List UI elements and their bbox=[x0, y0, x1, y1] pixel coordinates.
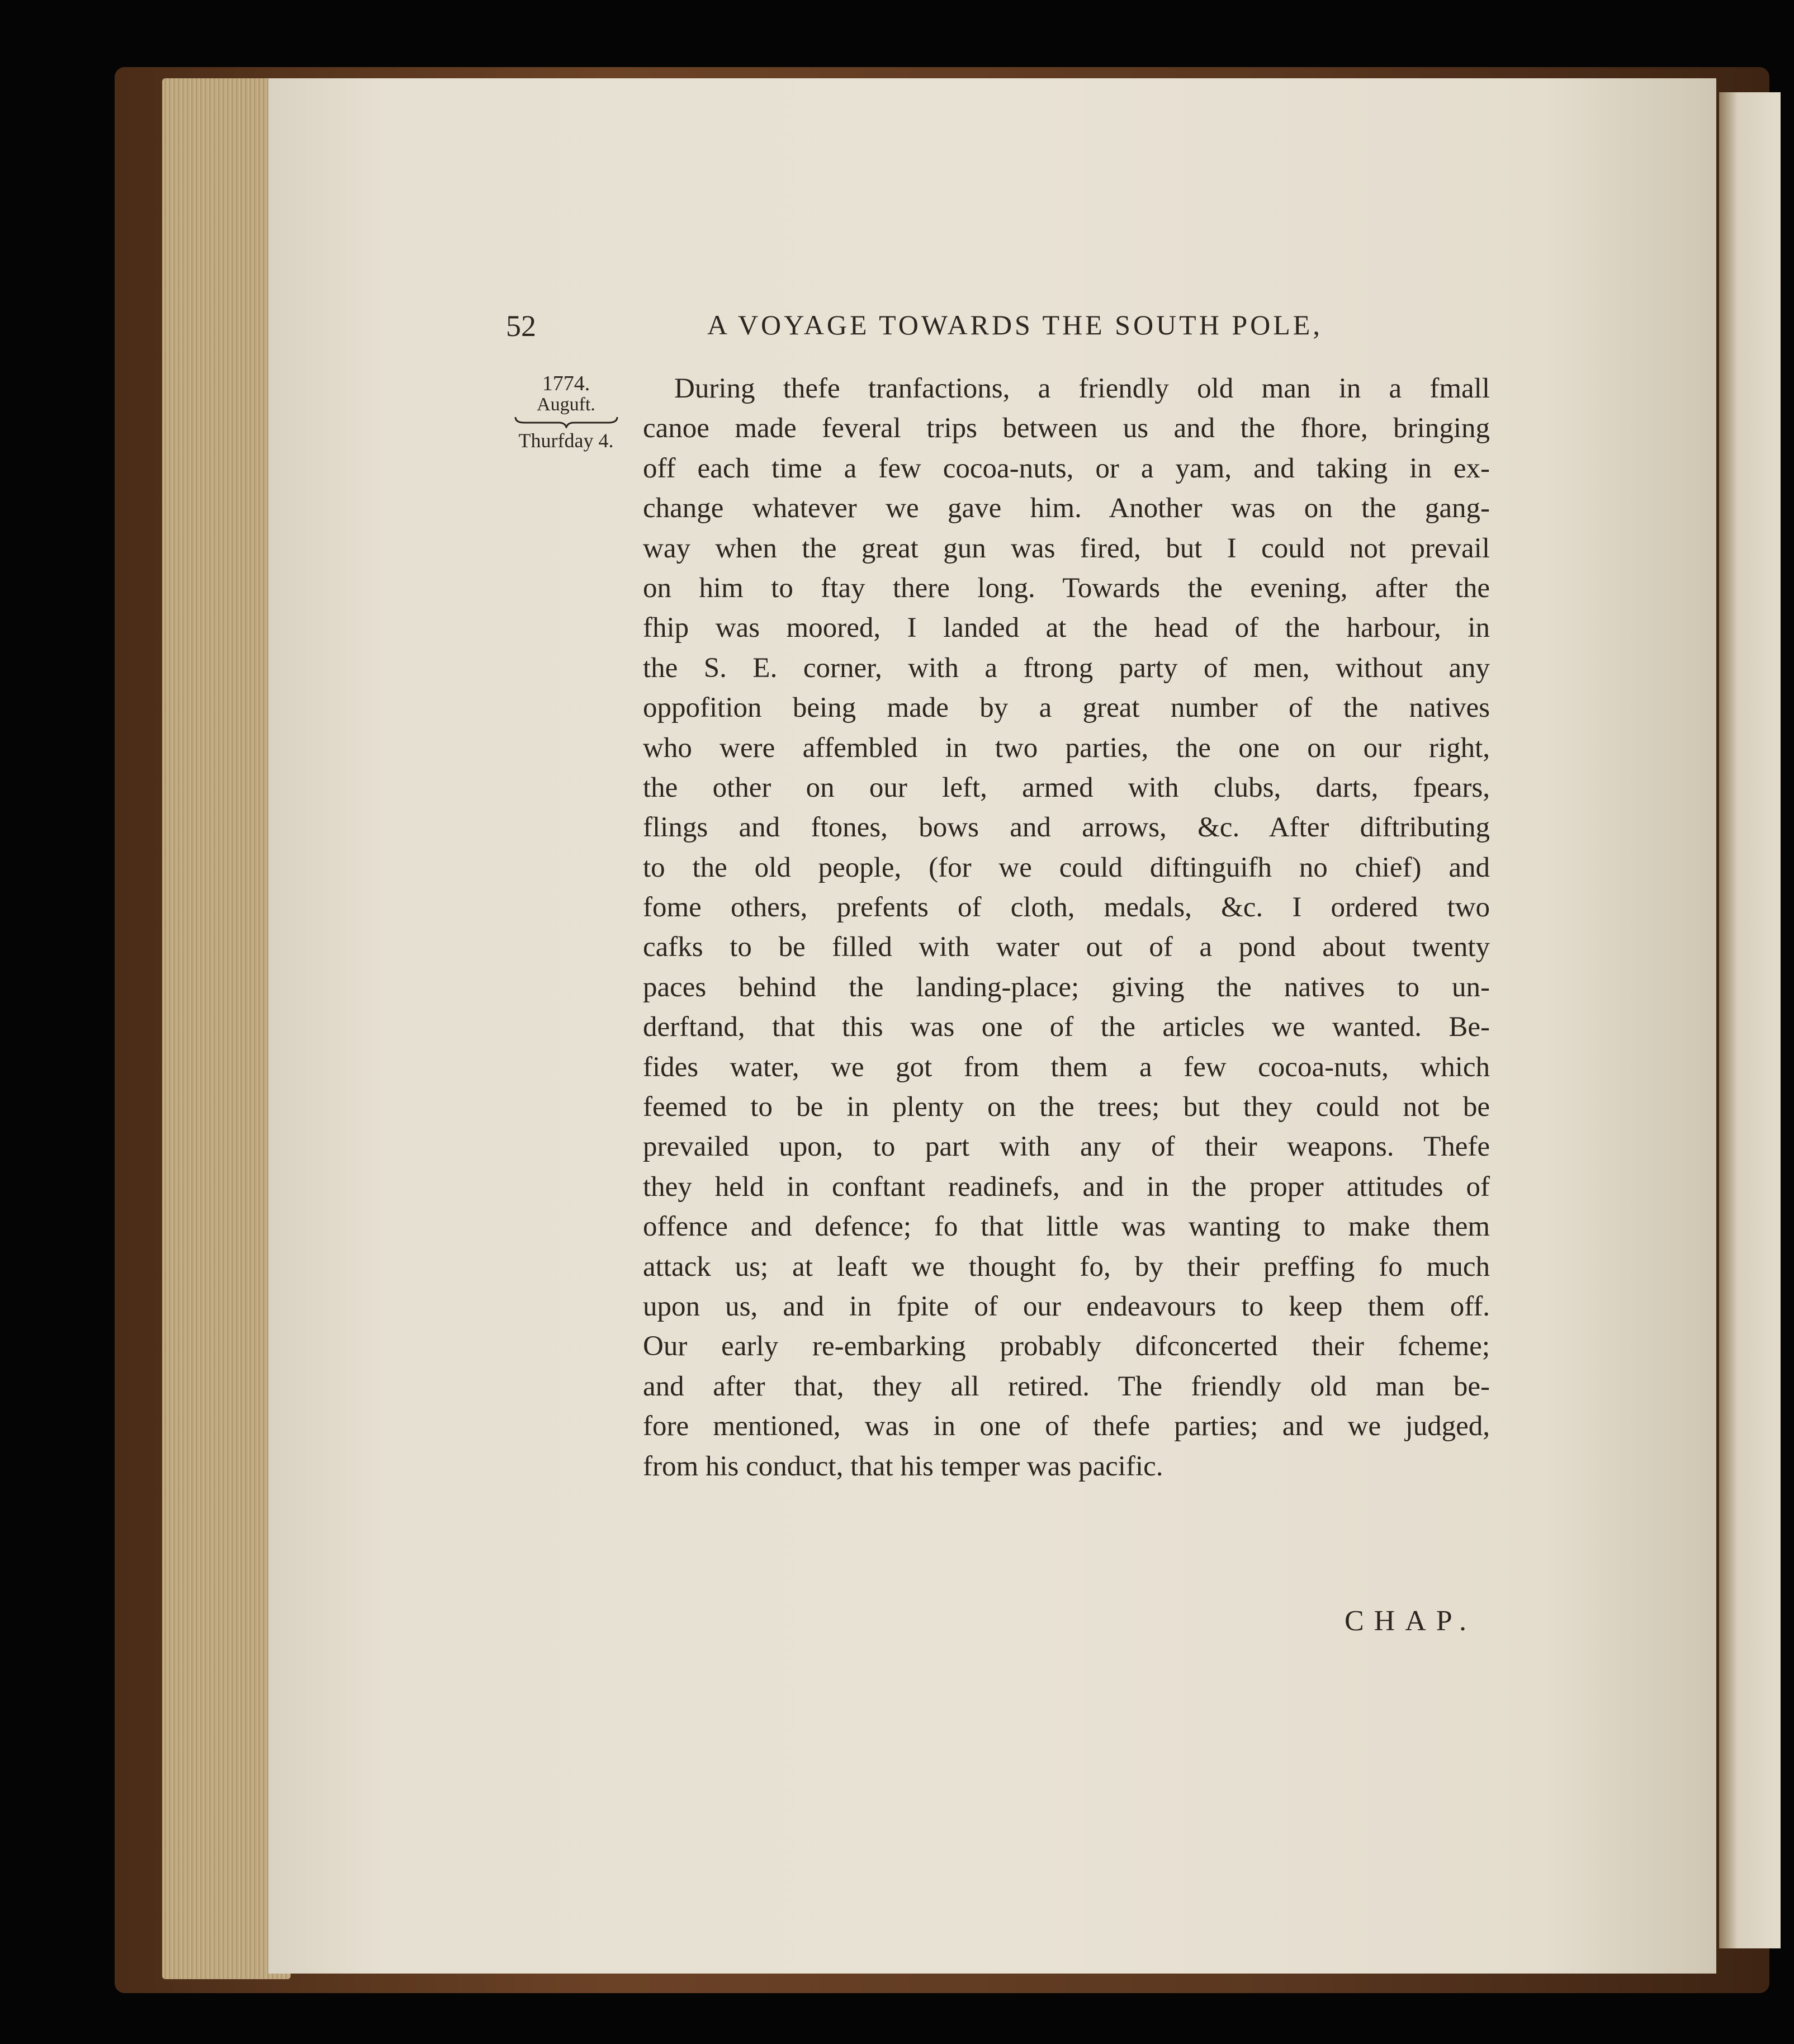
text-line: fhip was moored, I landed at the head of the harbour, in bbox=[643, 612, 1490, 644]
text-line: the other on our left, armed with clubs, darts, fpears, bbox=[643, 772, 1490, 803]
text-line: paces behind the landing-place; giving the natives to un- bbox=[643, 971, 1490, 1003]
text-line: off each time a few cocoa-nuts, or a yam, and taking in ex- bbox=[643, 452, 1490, 484]
text-line: oppofition being made by a great number of the natives bbox=[643, 692, 1490, 724]
text-line: on him to ftay there long. Towards the evening, after the bbox=[643, 572, 1490, 604]
text-line: fore mentioned, was in one of thefe parties; and we judged, bbox=[643, 1411, 1490, 1442]
text-line: they held in conftant readinefs, and in the proper attitudes of bbox=[643, 1171, 1490, 1203]
brace-icon bbox=[513, 416, 619, 428]
text-line: prevailed upon, to part with any of their weapons. Thefe bbox=[643, 1131, 1490, 1163]
text-line: During thefe tranfactions, a friendly old man in a fmall bbox=[674, 373, 1490, 404]
page-title: A VOYAGE TOWARDS THE SOUTH POLE, bbox=[707, 309, 1323, 340]
body-text bbox=[643, 369, 1490, 1487]
margin-day: Thurfday 4. bbox=[518, 429, 614, 452]
text-line: way when the great gun was fired, but I could not prevail bbox=[643, 532, 1490, 564]
text-line: derftand, that this was one of the articles we wanted. Be- bbox=[643, 1011, 1490, 1043]
text-line: flings and ftones, bows and arrows, &c. After diftributing bbox=[643, 812, 1490, 844]
text-line: the S. E. corner, with a ftrong party of men, without any bbox=[643, 652, 1490, 684]
text-line: and after that, they all retired. The friendly old man be- bbox=[643, 1370, 1490, 1402]
text-line: from his conduct, that his temper was pacific. bbox=[643, 1450, 1163, 1482]
margin-year: 1774. bbox=[542, 372, 590, 395]
page-number: 52 bbox=[506, 309, 536, 343]
text-line: offence and defence; fo that little was wanting to make them bbox=[643, 1211, 1490, 1243]
margin-note bbox=[506, 372, 626, 452]
text-line: feemed to be in plenty on the trees; but they could not be bbox=[643, 1091, 1490, 1123]
text-line: attack us; at leaft we thought fo, by their preffing fo much bbox=[643, 1251, 1490, 1283]
text-line: canoe made feveral trips between us and the fhore, bringing bbox=[643, 413, 1490, 444]
margin-month: Auguft. bbox=[537, 394, 595, 415]
text-line: fides water, we got from them a few cocoa-nuts, which bbox=[643, 1051, 1490, 1083]
text-line: fome others, prefents of cloth, medals, &c. I ordered two bbox=[643, 892, 1490, 924]
text-line: upon us, and in fpite of our endeavours to keep them off. bbox=[643, 1290, 1490, 1322]
text-line: to the old people, (for we could diftinguifh no chief) and bbox=[643, 851, 1490, 883]
text-line: who were affembled in two parties, the one on our right, bbox=[643, 732, 1490, 764]
text-line: cafks to be filled with water out of a pond about twenty bbox=[643, 931, 1490, 963]
facing-page-edge bbox=[1719, 92, 1781, 1948]
catchword: CHAP. bbox=[1345, 1605, 1476, 1637]
text-line: change whatever we gave him. Another was on the gang- bbox=[643, 493, 1490, 524]
text-line: Our early re-embarking probably difconcerted their fcheme; bbox=[643, 1331, 1490, 1362]
